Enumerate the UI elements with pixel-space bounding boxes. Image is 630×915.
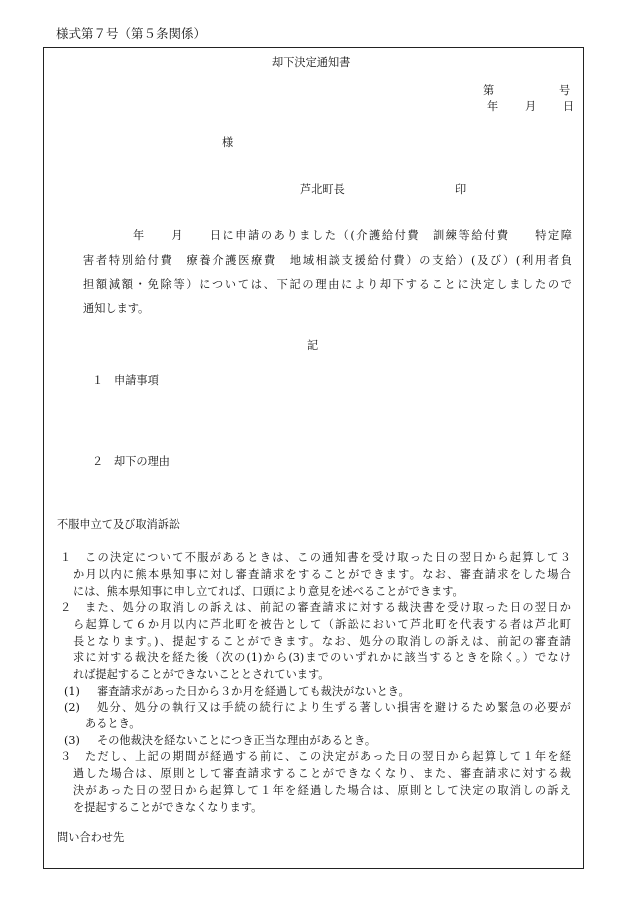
note-1-line-2: か月以内に熊本県知事に対し審査請求をすることができます。なお、審査請求をした場合	[73, 568, 571, 581]
item-2-label: 却下の理由	[114, 455, 170, 468]
date-year: 年	[487, 100, 499, 113]
body-line-2: 害者特別給付費 療養介護医療費 地域相談支援給付費）の支給）(及び）(利用者負	[83, 254, 572, 267]
note-1-line-3: には、熊本県知事に申し立てれば、口頭により意見を述べることができます。	[73, 585, 464, 598]
note-2-line-3: 長となります。)、提起することができます。なお、処分の取消しの訴えは、前記の審査請	[73, 635, 571, 648]
addressee-suffix: 様	[222, 136, 234, 149]
note-sub-3-line-1: その他裁決を経ないことにつき正当な理由があるとき。	[97, 734, 377, 747]
note-sub-2-line-2: あるとき。	[85, 717, 141, 730]
note-3-line-3: 決があった日の翌日から起算して１年を経過した場合は、原則として決定の取消しの訴え	[73, 784, 571, 797]
note-3-line-1: ただし、上記の期間が経過する前に、この決定があった日の翌日から起算して１年を経	[85, 750, 571, 763]
body-line-4: 通知します。	[83, 302, 150, 315]
note-sub-2-line-1: 処分、処分の執行又は手続の続行により生ずる著しい損害を避けるため緊急の必要が	[97, 701, 571, 714]
item-1-label: 申請事項	[114, 374, 159, 387]
ki-heading: 記	[307, 339, 319, 352]
item-2-number: ２	[92, 455, 104, 468]
body-line-1: 年 月 日に申請のありました（(介護給付費 訓練等給付費 特定障	[133, 229, 572, 242]
note-sub-1-mark: (1)	[64, 685, 80, 698]
note-sub-3-mark: (3)	[64, 734, 80, 747]
note-2-line-4: 求に対する裁決を経た後（次の(1)から(3)までのいずれかに該当するときを除く。）でなけ	[73, 651, 571, 664]
note-3-line-2: 過した場合は、原則として審査請求することができなくなり、また、審査請求に対する裁	[73, 767, 571, 780]
note-sub-1-line-1: 審査請求があった日から３か月を経過しても裁決がないとき。	[97, 685, 410, 698]
note-1-mark: １	[60, 551, 72, 564]
note-sub-2-mark: (2)	[64, 701, 80, 714]
form-label: 様式第７号（第５条関係）	[56, 26, 207, 41]
date-month: 月	[525, 100, 537, 113]
doc-number-go: 号	[559, 84, 571, 97]
body-line-3: 担額減額・免除等）については、下記の理由により却下することに決定しましたので	[83, 278, 572, 291]
note-2-mark: ２	[60, 601, 72, 614]
appeal-heading: 不服申立て及び取消訴訟	[57, 518, 181, 531]
note-3-mark: ３	[60, 750, 72, 763]
note-2-line-2: ら起算して６か月以内に芦北町を被告として（訴訟において芦北町を代表する者は芦北町	[73, 618, 571, 631]
doc-number-dai: 第	[483, 84, 495, 97]
note-2-line-5: れば提起することができないこととされています。	[73, 668, 330, 681]
contact-label: 問い合わせ先	[57, 831, 125, 844]
note-3-line-4: を提起することができなくなります。	[73, 801, 263, 814]
item-1-number: １	[92, 374, 104, 387]
date-day: 日	[563, 100, 575, 113]
document-title: 却下決定通知書	[272, 56, 351, 69]
seal-mark: 印	[455, 183, 467, 196]
note-1-line-1: この決定について不服があるときは、この通知書を受け取った日の翌日から起算して３	[85, 551, 571, 564]
issuer-name: 芦北町長	[300, 183, 345, 196]
note-2-line-1: また、処分の取消しの訴えは、前記の審査請求に対する裁決書を受け取った日の翌日か	[85, 601, 571, 614]
